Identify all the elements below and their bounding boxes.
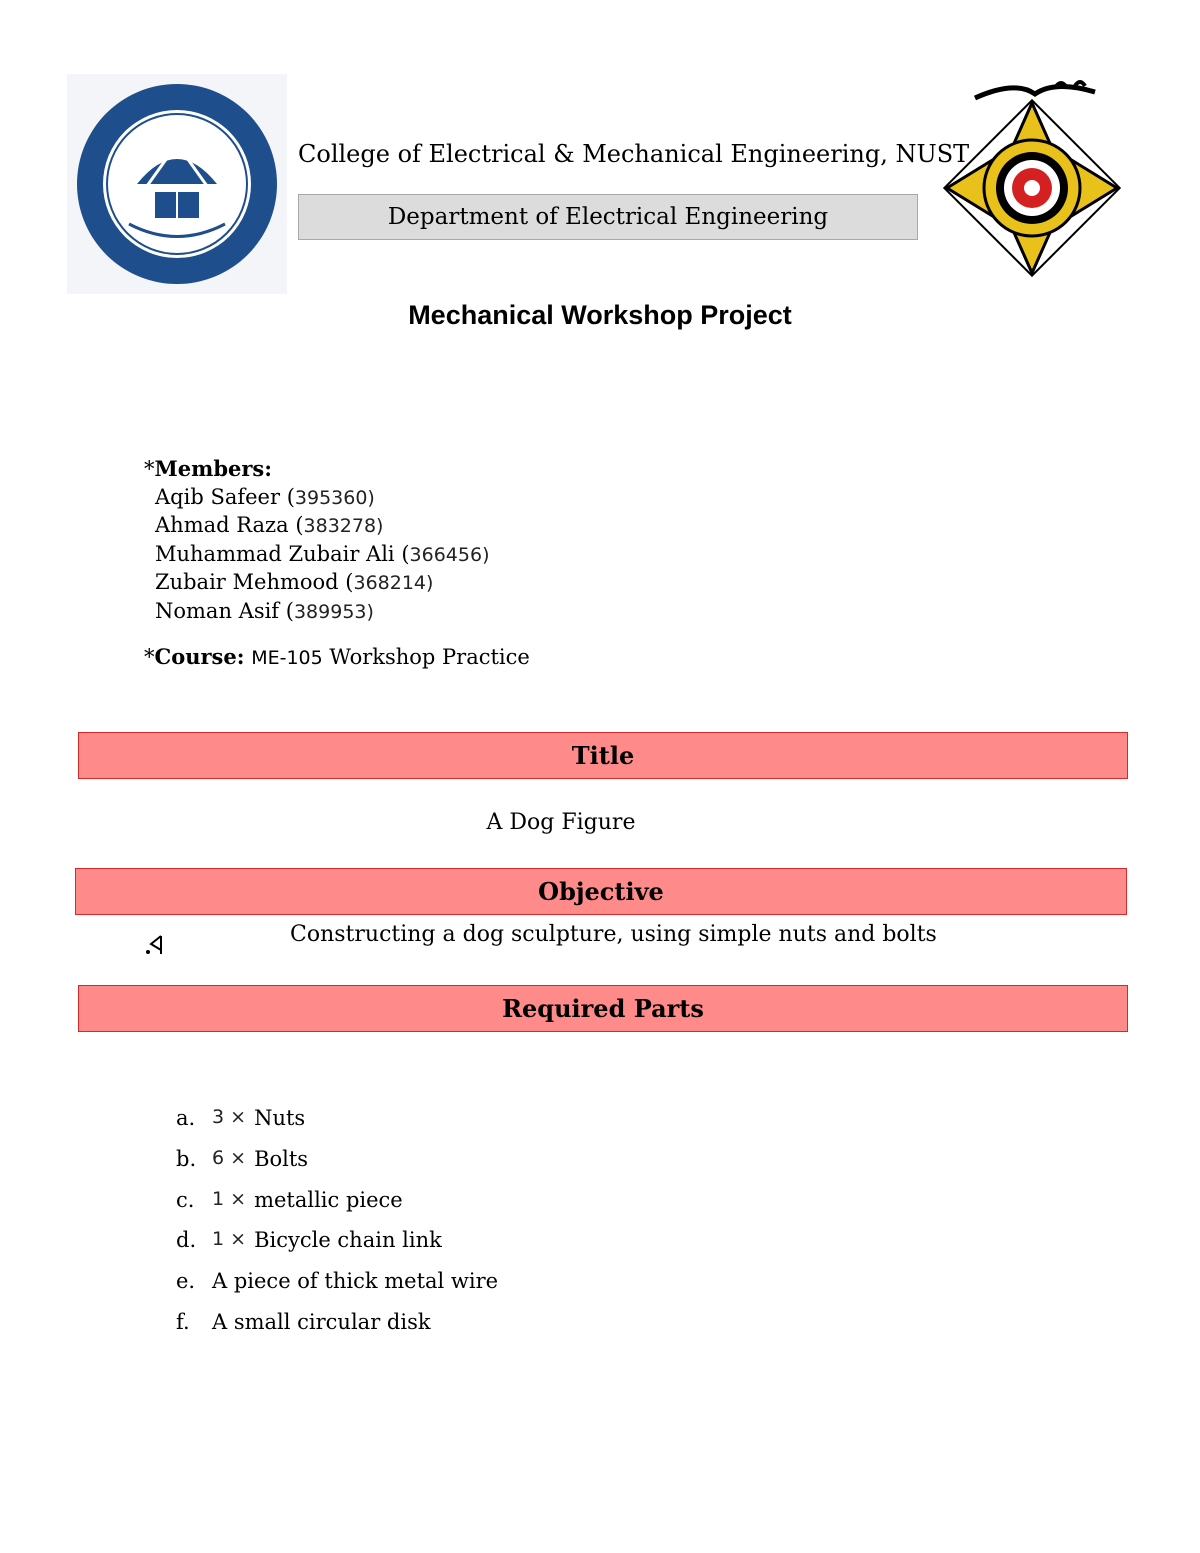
member-name: Ahmad Raza — [155, 513, 289, 537]
title-section-bar — [78, 732, 1128, 779]
parts-list — [176, 1106, 498, 1351]
course-line: *Course: ME-105 Workshop Practice — [144, 644, 530, 669]
member-id: 389953 — [293, 600, 367, 623]
course-code: ME-105 — [251, 647, 323, 669]
member-name: Muhammad Zubair Ali — [155, 541, 395, 566]
course-name: Workshop Practice — [329, 645, 530, 669]
part-item — [176, 1269, 498, 1310]
objective-text: Constructing a dog sculpture, using simple nuts and bolts — [290, 922, 937, 947]
title-value: A Dog Figure — [486, 810, 636, 835]
part-item — [176, 1188, 498, 1229]
member-name: Zubair Mehmood — [155, 570, 339, 594]
part-text: Nuts — [254, 1106, 306, 1130]
member-id: 395360 — [294, 486, 368, 509]
part-quantity: 1 × — [212, 1228, 247, 1251]
member-item: Muhammad Zubair Ali (366456) — [155, 541, 490, 566]
part-quantity: 6 × — [212, 1146, 247, 1169]
part-text: A piece of thick metal wire — [212, 1269, 499, 1294]
member-name: Aqib Safeer — [155, 484, 281, 509]
part-letter: e. — [176, 1269, 196, 1294]
nust-logo — [67, 74, 287, 294]
part-letter: a. — [176, 1106, 196, 1130]
part-item — [176, 1106, 498, 1147]
part-item — [176, 1147, 498, 1188]
part-item — [176, 1310, 498, 1351]
course-label: Course: — [154, 644, 245, 669]
objective-section-bar — [75, 868, 1127, 915]
required-parts-heading: Required Parts — [502, 994, 704, 1023]
member-item: Aqib Safeer (395360) — [155, 484, 375, 509]
eme-crest-logo — [935, 70, 1130, 280]
part-item — [176, 1228, 498, 1269]
college-name: College of Electrical & Mechanical Engineering, NUST — [298, 140, 970, 168]
project-title: Mechanical Workshop Project — [408, 300, 792, 330]
members-list — [144, 484, 489, 627]
part-letter: c. — [176, 1187, 195, 1212]
member-item: Noman Asif (389953) — [155, 598, 374, 623]
anchor-icon — [143, 932, 167, 958]
member-name: Noman Asif — [155, 598, 280, 623]
part-text: Bolts — [254, 1146, 309, 1171]
part-text: Bicycle chain link — [254, 1228, 442, 1253]
member-id: 366456 — [409, 543, 483, 566]
member-id: 368214 — [353, 572, 427, 594]
part-text: A small circular disk — [212, 1309, 431, 1334]
part-letter: d. — [176, 1228, 197, 1253]
department-box — [298, 194, 918, 240]
part-letter: b. — [176, 1146, 197, 1171]
member-id: 383278 — [303, 515, 377, 537]
part-quantity: 3 × — [212, 1106, 247, 1128]
objective-heading: Objective — [538, 877, 664, 906]
members-heading: *Members: — [144, 456, 273, 481]
part-letter: f. — [176, 1309, 190, 1334]
department-name: Department of Electrical Engineering — [387, 204, 829, 230]
part-quantity: 1 × — [212, 1187, 247, 1210]
member-item: Ahmad Raza (383278) — [155, 513, 384, 537]
required-parts-section-bar — [78, 985, 1128, 1032]
member-item: Zubair Mehmood (368214) — [155, 570, 434, 594]
part-text: metallic piece — [254, 1187, 403, 1212]
title-heading: Title — [571, 741, 635, 770]
members-section — [144, 455, 489, 626]
